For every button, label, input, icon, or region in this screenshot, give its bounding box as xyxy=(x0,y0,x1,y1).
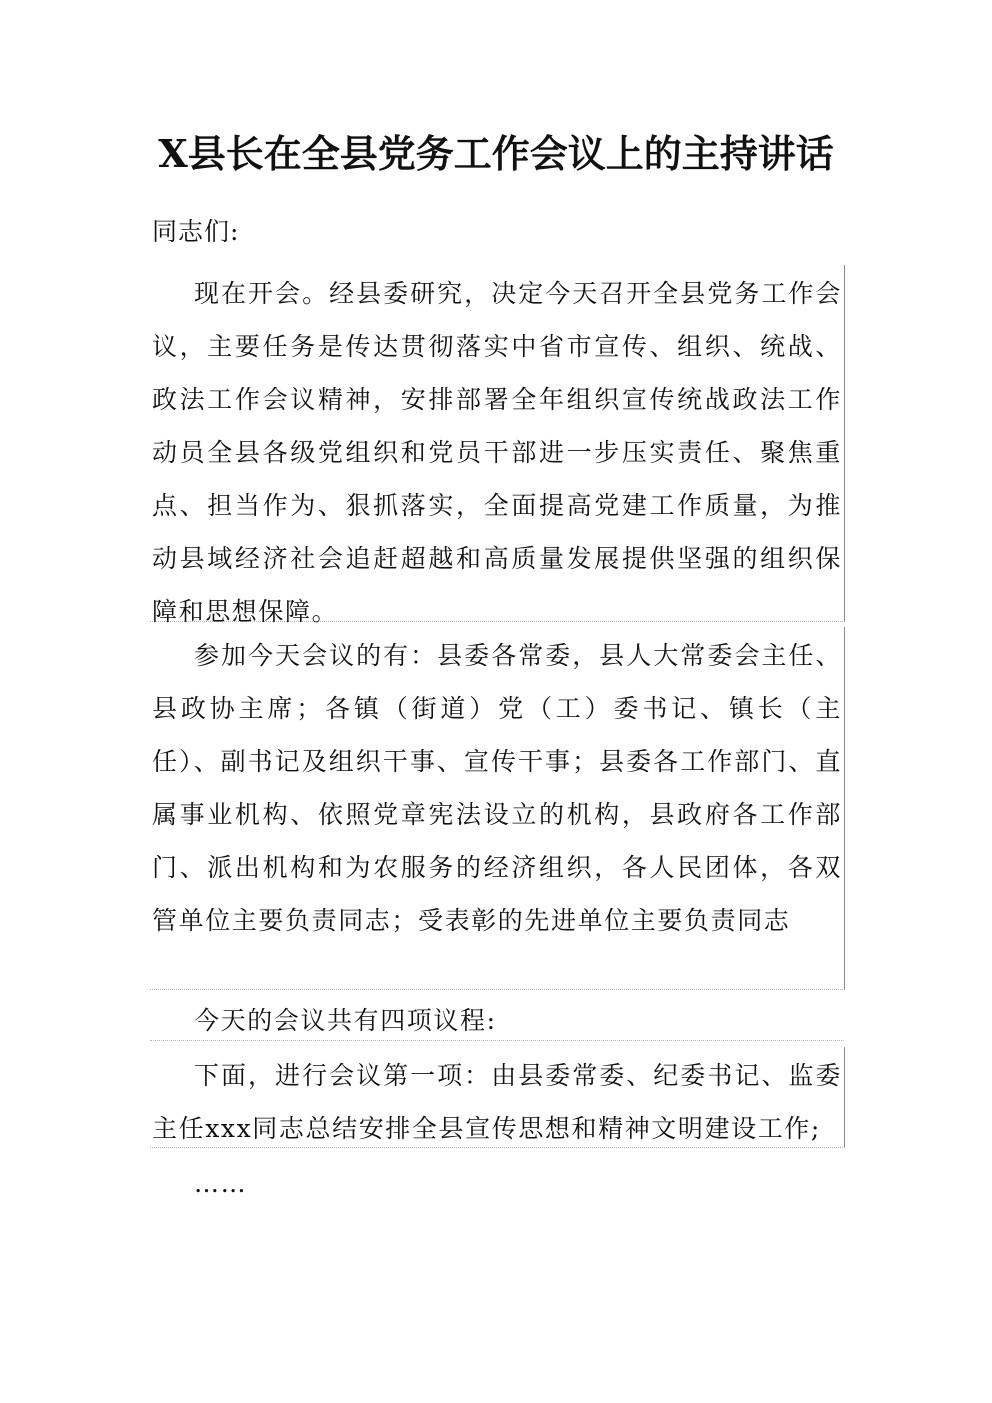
paragraph-attendees: 参加今天会议的有：县委各常委，县人大常委会主任、县政协主席；各镇（街道）党（工）委书记、镇长（主任）、副书记及组织干事、宣传干事；县委各工作部门、直属事业机构、依照党章宪法设立的机构，县政府各工作部门、派出机构和为农服务的经济组织，各人民团体，各双管单位主要负责同志；受表彰的先进单位主要负责同志 xyxy=(152,641,842,935)
paragraph-ellipsis: …… xyxy=(194,1169,248,1198)
paragraph-agenda-intro: 今天的会议共有四项议程: xyxy=(194,1006,497,1035)
document-title: X县长在全县党务工作会议上的主持讲话 xyxy=(158,131,834,176)
paragraph-agenda-item-1: 下面，进行会议第一项：由县委常委、纪委书记、监委主任xxx同志总结安排全县宣传思想和精神文明建设工作; xyxy=(152,1061,842,1143)
paragraph-opening: 现在开会。经县委研究，决定今天召开全县党务工作会议，主要任务是传达贯彻落实中省市宣传、组织、统战、政法工作会议精神，安排部署全年组织宣传统战政法工作动员全县各级党组织和党员干部进一步压实责任、聚焦重点、担当作为、狠抓落实，全面提高党建工作质量，为推动县域经济社会追赶超越和高质量发展提供坚强的组织保障和思想保障。 xyxy=(152,279,842,626)
salutation: 同志们: xyxy=(152,217,240,246)
